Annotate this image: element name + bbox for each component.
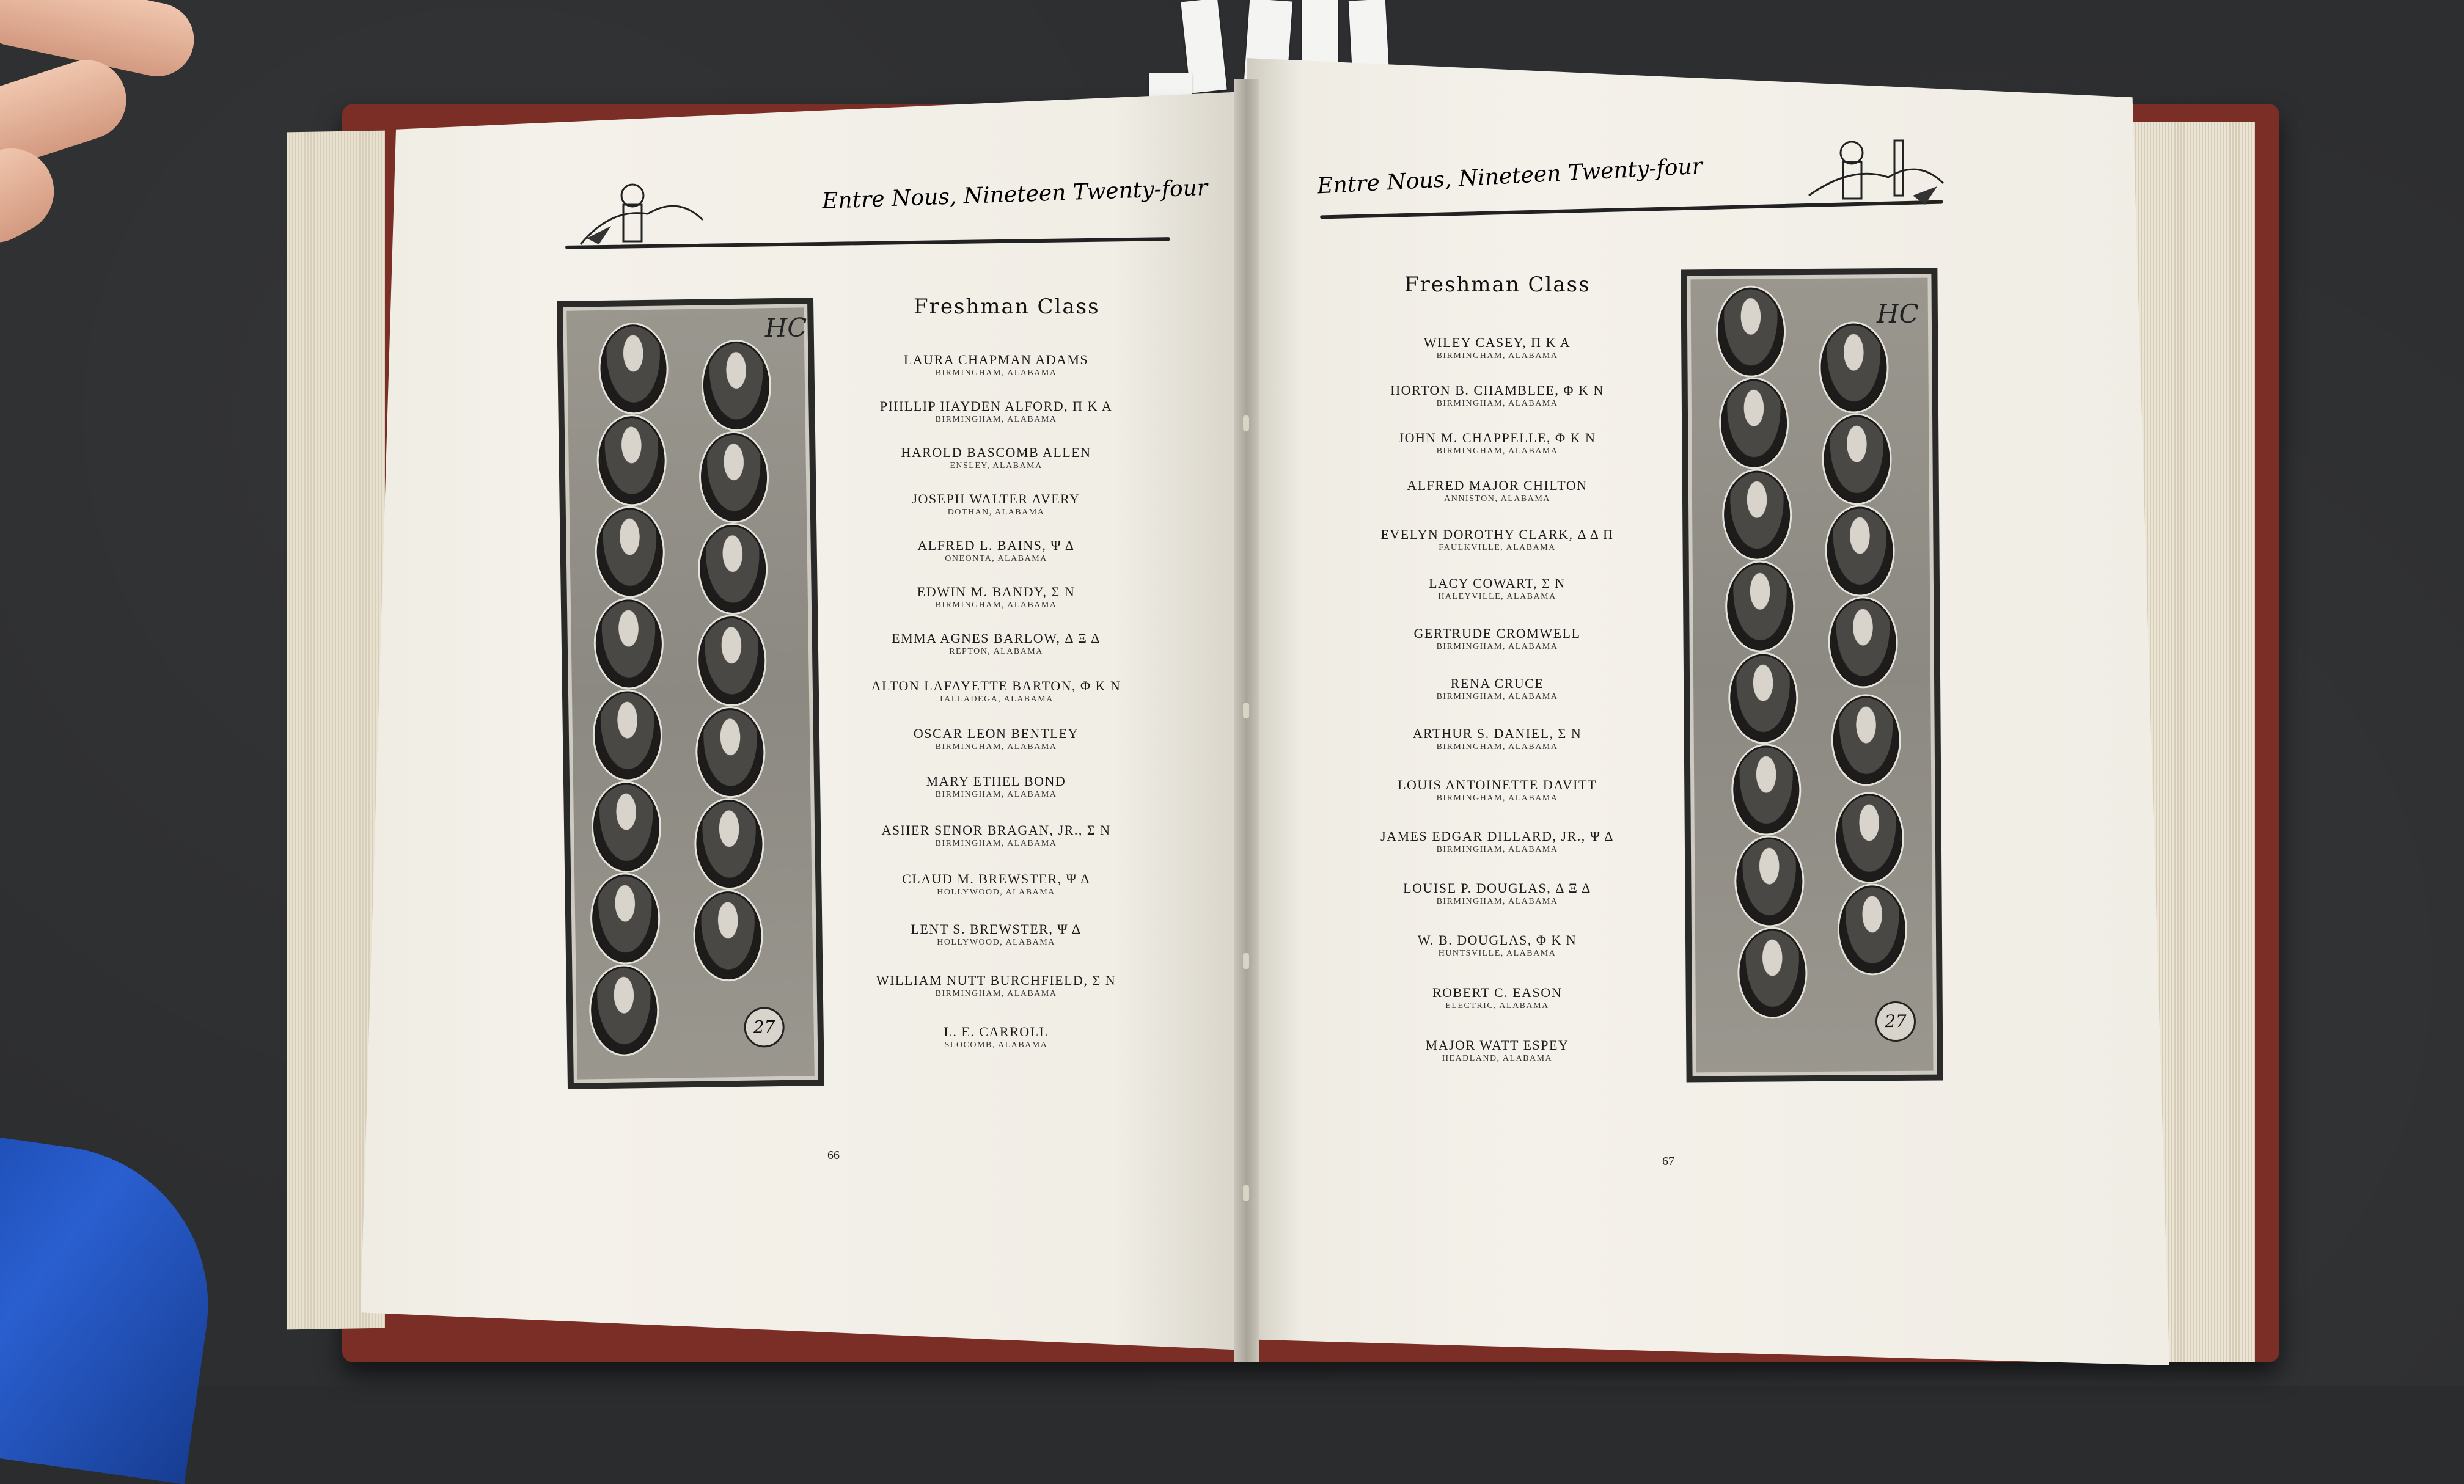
list-item: ARTHUR S. DANIEL, Σ N BIRMINGHAM, ALABAMA	[1412, 726, 1582, 751]
portrait	[593, 783, 660, 871]
portrait	[1736, 837, 1803, 926]
portrait	[695, 891, 762, 979]
portrait	[1821, 323, 1887, 412]
portrait	[698, 616, 765, 704]
list-item: JOSEPH WALTER AVERY DOTHAN, ALABAMA	[912, 491, 1080, 517]
portrait	[592, 874, 659, 963]
portrait	[695, 799, 763, 888]
binding-stitch	[1243, 953, 1249, 969]
portrait	[1721, 379, 1788, 467]
portrait	[1727, 562, 1794, 651]
list-item: WILLIAM NUTT BURCHFIELD, Σ N BIRMINGHAM, ALABAMA	[876, 973, 1116, 998]
section-title: Freshman Class	[1404, 272, 1591, 297]
portrait-panel	[1681, 268, 1943, 1083]
portrait	[1824, 415, 1890, 503]
list-item: ALFRED L. BAINS, Ψ Δ ONEONTA, ALABAMA	[917, 538, 1075, 563]
bookmark-tab[interactable]	[1149, 73, 1192, 98]
list-item: W. B. DOUGLAS, Φ K N HUNTSVILLE, ALABAMA	[1417, 932, 1577, 958]
portrait	[700, 433, 768, 521]
monogram: HC	[1876, 298, 1919, 329]
running-header: Entre Nous, Nineteen Twenty-four	[1316, 153, 1703, 199]
binding-stitch	[1243, 1185, 1249, 1201]
list-item: LACY COWART, Σ N HALEYVILLE, ALABAMA	[1429, 576, 1566, 601]
portrait	[1836, 794, 1902, 882]
portrait	[1839, 885, 1905, 974]
portrait	[697, 707, 764, 796]
list-item: EMMA AGNES BARLOW, Δ Ξ Δ REPTON, ALABAMA	[892, 631, 1101, 656]
portrait	[1730, 654, 1797, 742]
class-badge: 27	[1876, 1001, 1916, 1042]
list-item: JAMES EDGAR DILLARD, JR., Ψ Δ BIRMINGHAM, ALABAMA	[1380, 828, 1614, 854]
portrait	[1827, 506, 1893, 595]
list-item: PHILLIP HAYDEN ALFORD, Π K A BIRMINGHAM, ALABAMA	[879, 398, 1113, 424]
list-item: OSCAR LEON BENTLEY BIRMINGHAM, ALABAMA	[913, 726, 1079, 751]
portrait-panel	[557, 298, 824, 1089]
section-title: Freshman Class	[914, 294, 1100, 319]
portrait	[595, 599, 662, 688]
list-item: JOHN M. CHAPPELLE, Φ K N BIRMINGHAM, ALABAMA	[1398, 430, 1596, 456]
list-item: MARY ETHEL BOND BIRMINGHAM, ALABAMA	[926, 773, 1066, 799]
list-item: LOUIS ANTOINETTE DAVITT BIRMINGHAM, ALABAMA	[1398, 777, 1597, 803]
portrait	[590, 966, 658, 1055]
list-item: EVELYN DOROTHY CLARK, Δ Δ Π FAULKVILLE, ALABAMA	[1380, 527, 1614, 552]
class-badge: 27	[744, 1007, 785, 1048]
portrait	[703, 341, 770, 429]
running-header: Entre Nous, Nineteen Twenty-four	[821, 175, 1208, 214]
portrait	[1724, 470, 1791, 559]
page-number: 67	[1662, 1155, 1674, 1168]
portrait	[1733, 745, 1800, 834]
list-item: MAJOR WATT ESPEY HEADLAND, ALABAMA	[1425, 1037, 1569, 1063]
list-item: LENT S. BREWSTER, Ψ Δ HOLLYWOOD, ALABAMA	[911, 921, 1082, 947]
portrait	[1833, 696, 1899, 784]
list-item: LAURA CHAPMAN ADAMS BIRMINGHAM, ALABAMA	[903, 352, 1089, 378]
binding-stitch	[1243, 703, 1249, 718]
portrait	[600, 324, 667, 413]
list-item: L. E. CARROLL SLOCOMB, ALABAMA	[944, 1024, 1049, 1050]
portrait	[594, 691, 661, 780]
portrait	[1739, 929, 1806, 1017]
list-item: EDWIN M. BANDY, Σ N BIRMINGHAM, ALABAMA	[917, 584, 1076, 610]
list-item: ALFRED MAJOR CHILTON ANNISTON, ALABAMA	[1407, 478, 1588, 503]
portrait	[596, 508, 664, 596]
list-item: ALTON LAFAYETTE BARTON, Φ K N TALLADEGA, ALABAMA	[871, 678, 1121, 704]
list-item: WILEY CASEY, Π K A BIRMINGHAM, ALABAMA	[1423, 335, 1571, 360]
list-item: CLAUD M. BREWSTER, Ψ Δ HOLLYWOOD, ALABAMA	[902, 871, 1090, 897]
list-item: RENA CRUCE BIRMINGHAM, ALABAMA	[1436, 676, 1558, 701]
list-item: GERTRUDE CROMWELL BIRMINGHAM, ALABAMA	[1414, 626, 1581, 651]
list-item: LOUISE P. DOUGLAS, Δ Ξ Δ BIRMINGHAM, ALABAMA	[1403, 880, 1591, 906]
monogram: HC	[765, 312, 807, 343]
list-item: ROBERT C. EASON ELECTRIC, ALABAMA	[1432, 985, 1563, 1011]
book-gutter	[1234, 79, 1259, 1362]
list-item: HAROLD BASCOMB ALLEN ENSLEY, ALABAMA	[901, 445, 1091, 470]
page-number: 66	[827, 1149, 840, 1162]
list-item: ASHER SENOR BRAGAN, JR., Σ N BIRMINGHAM, ALABAMA	[881, 822, 1111, 848]
portrait	[699, 524, 766, 613]
list-item: HORTON B. CHAMBLEE, Φ K N BIRMINGHAM, ALABAMA	[1390, 382, 1604, 408]
portrait	[598, 416, 666, 505]
header-ornament-right	[1803, 128, 1949, 223]
portrait	[1718, 287, 1784, 376]
portrait	[1830, 598, 1896, 687]
binding-stitch	[1243, 415, 1249, 431]
